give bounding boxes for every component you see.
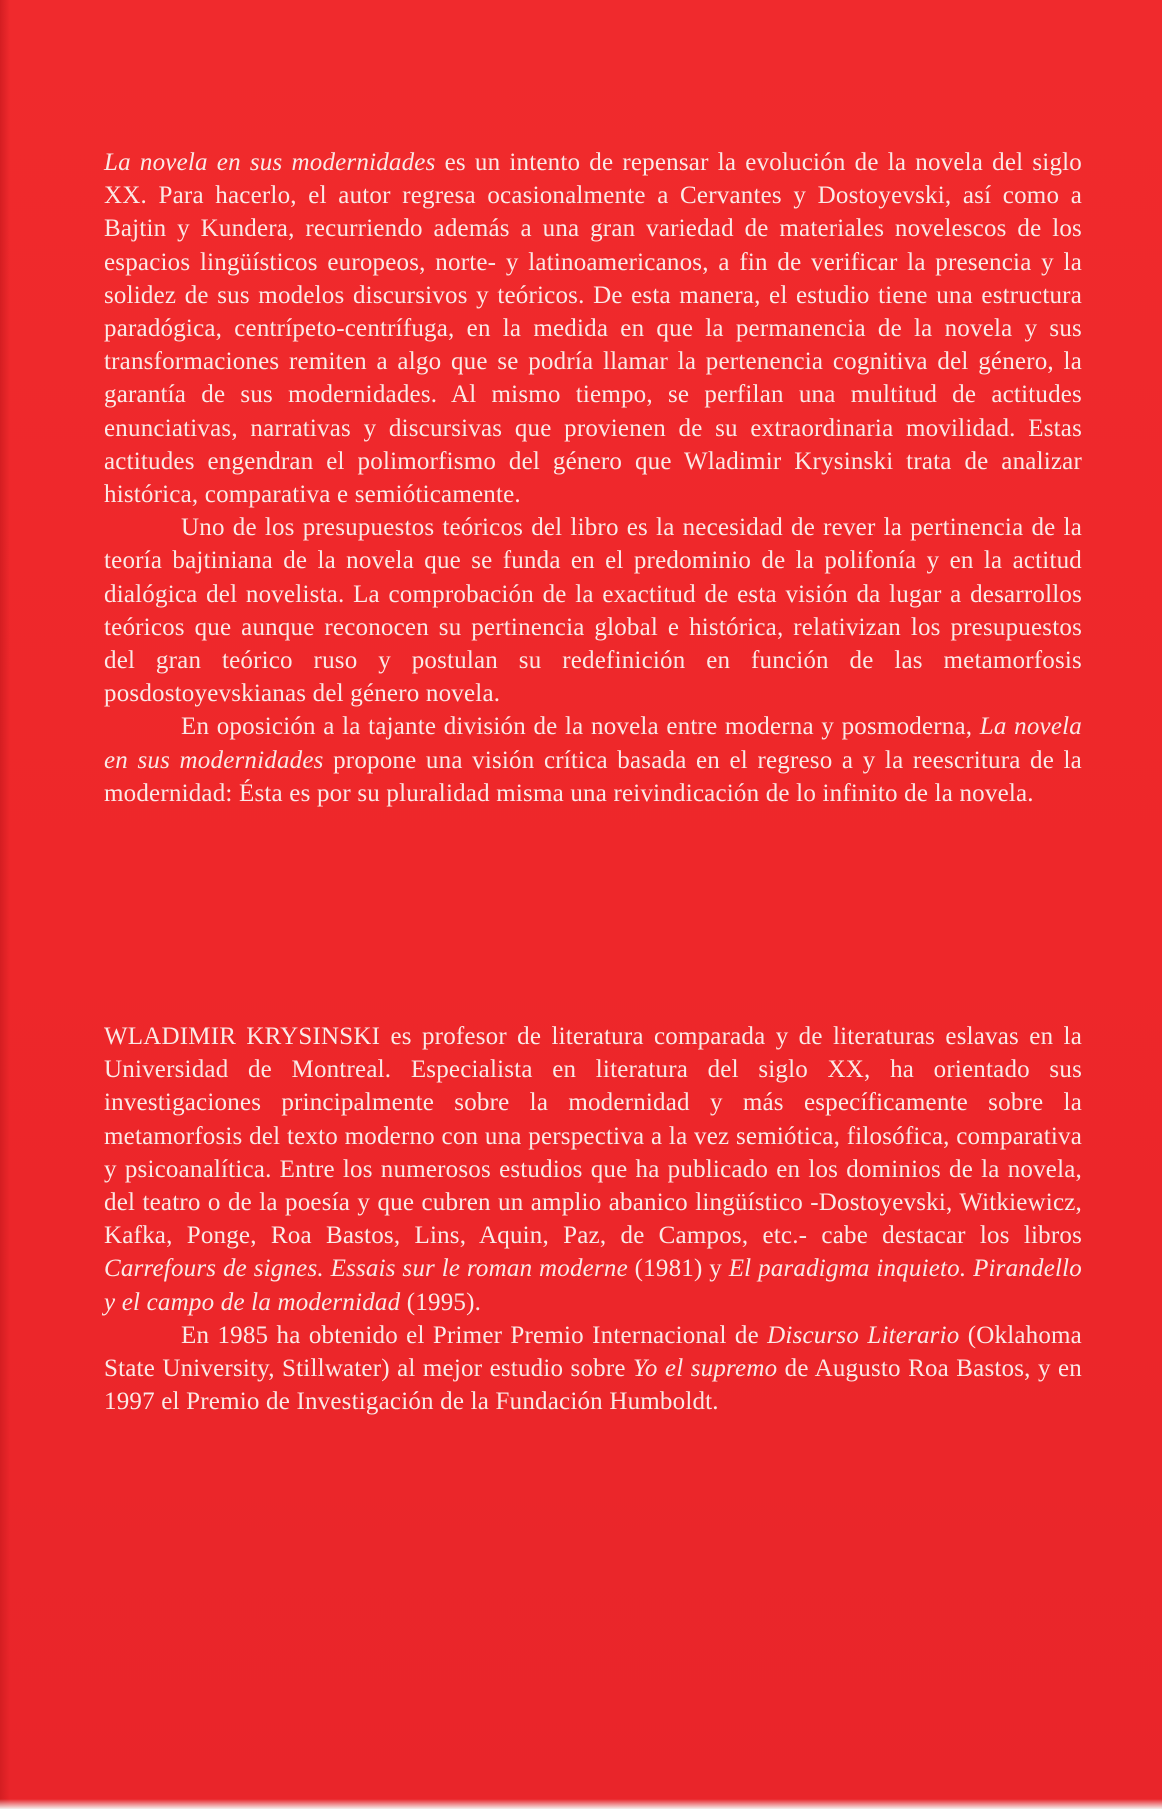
cover-bottom-edge xyxy=(0,1799,1162,1809)
author-paragraph-1-text: WLADIMIR KRYSINSKI es profesor de literatura comparada y de literaturas eslavas en la Universidad de Montreal. Especialista en literatura del siglo XX, ha orientado sus investigaciones principalmente sobre la modernidad y más específicamente sobre la metamorfosis del texto moderno con una perspectiva a la vez semiótica, filosófica, comparativa y psicoanalítica. Entre los numerosos estudios que ha publicado en los dominios de la novela, del teatro o de la poesía y que cubren un amplio abanico lingüístico -Dostoyevski, Witkiewicz, Kafka, Ponge, Roa Bastos, Lins, Aquin, Paz, de Campos, etc.- cabe destacar los libros xyxy=(104,1023,1082,1250)
author-paragraph-1-mid: (1981) y xyxy=(627,1255,729,1283)
cover-spine-shadow xyxy=(0,0,10,1809)
book-title-italic: El paradigma inquieto. Pirandello y el campo de la modernidad xyxy=(104,1255,1082,1316)
blurb-paragraph-1-text: es un intento de repensar la evolución de la novela del siglo XX. Para hacerlo, el autor regresa ocasionalmente a Cervantes y Dostoyevski, así como a Bajtin y Kundera, recurriendo además a una gran variedad de materiales novelescos de los espacios lingüísticos europeos, norte- y latinoamericanos, a fin de verificar la presencia y la solidez de sus modelos discursivos y teóricos. De esta manera, el estudio tiene una estructura paradógica, centrípeto-centrífuga, en la medida en que la permanencia de la novela y sus transformaciones remiten a algo que se podría llamar la pertenencia cognitiva del género, la garantía de sus modernidades. Al mismo tiempo, se perfilan una multitud de actitudes enunciativas, narrativas y discursivas que provienen de su extraordinaria movilidad. Estas actitudes engendran el polimorfismo del género que Wladimir Krysinski trata de analizar histórica, comparativa e semióticamente. xyxy=(104,149,1082,509)
author-bio xyxy=(104,1020,1082,1418)
blurb-paragraph-1 xyxy=(104,146,1082,511)
author-paragraph-2-before: En 1985 ha obtenido el Primer Premio Internacional de xyxy=(181,1321,768,1349)
book-blurb xyxy=(104,146,1082,810)
book-title-italic: La novela en sus modernidades xyxy=(104,149,436,176)
blurb-paragraph-3-before: En oposición a la tajante división de la novela entre moderna y posmoderna, xyxy=(181,713,980,741)
blurb-paragraph-2: Uno de los presupuestos teóricos del libro es la necesidad de rever la pertinencia de la teoría bajtiniana de la novela que se funda en el predominio de la polifonía y en la actitud dialógica del novelista. La comprobación de la exactitud de esta visión da lugar a desarrollos teóricos que aunque reconocen su pertinencia global e histórica, relativizan los presupuestos del gran teórico ruso y postulan su redefinición en función de las metamorfosis posdostoyevskianas del género novela. xyxy=(104,514,1082,708)
blurb-paragraph-3 xyxy=(104,710,1082,810)
journal-title-italic: Discurso Literario xyxy=(767,1321,960,1349)
author-paragraph-2-after: de Augusto Roa Bastos, y en 1997 el Premio de Investigación de la Fundación Humboldt. xyxy=(104,1355,1083,1416)
book-title-italic: La novela en sus modernidades xyxy=(104,713,1082,774)
book-title-italic: Carrefours de signes. Essais sur le roman moderne xyxy=(104,1255,628,1283)
blurb-paragraph-3-after: propone una visión crítica basada en el regreso a y la reescritura de la modernidad: Ésta es por su pluralidad misma una reivindicación de lo infinito de la novela. xyxy=(104,746,1082,807)
author-paragraph-1-end: (1995). xyxy=(400,1288,482,1316)
author-paragraph-2 xyxy=(104,1319,1082,1419)
book-title-italic: Yo el supremo xyxy=(633,1355,778,1383)
author-paragraph-2-mid: (Oklahoma State University, Stillwater) al mejor estudio sobre xyxy=(104,1321,1082,1383)
author-paragraph-1 xyxy=(104,1020,1082,1319)
